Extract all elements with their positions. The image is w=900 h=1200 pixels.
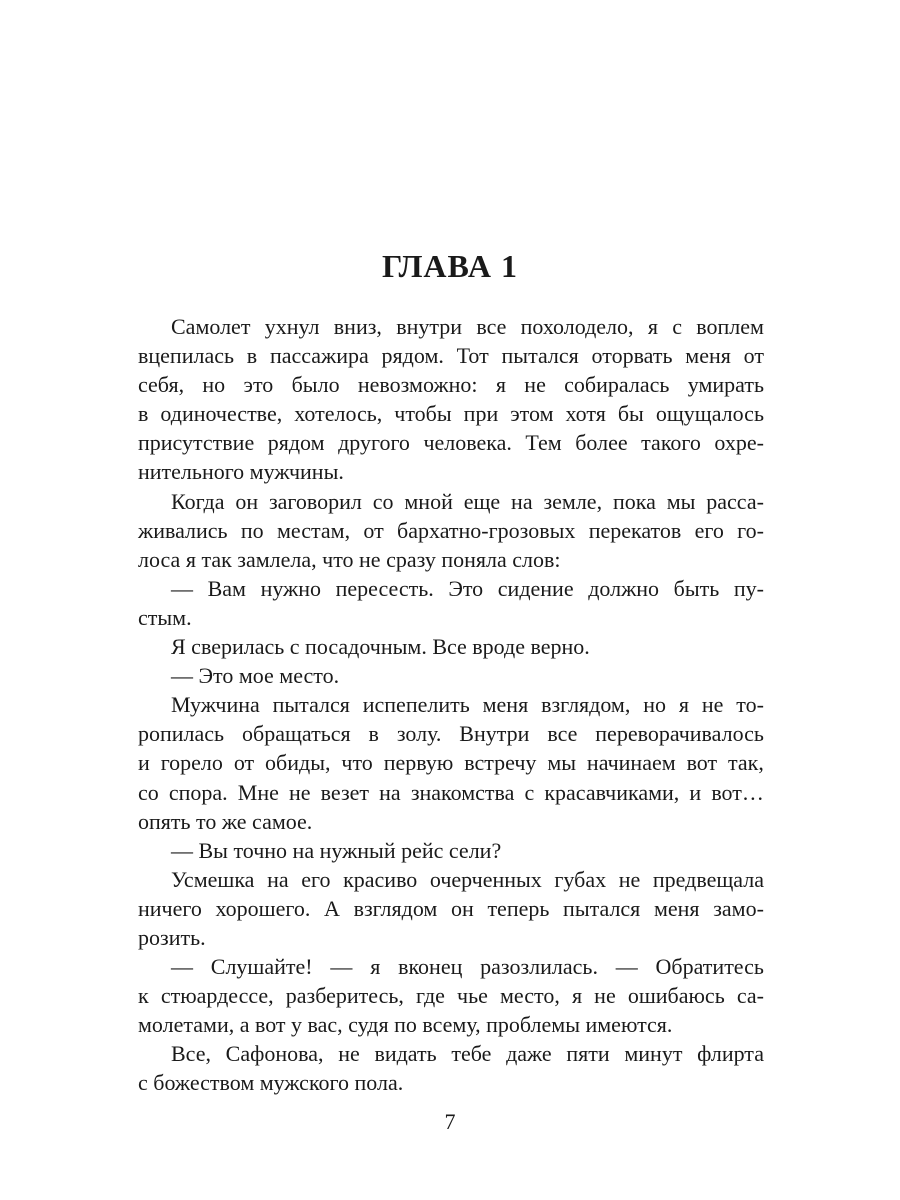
text-line: и горело от обиды, что первую встречу мы начинаем вот так, [138,750,764,776]
text-line: нительного мужчины. [138,459,344,485]
text-line: к стюардессе, разберитесь, где чье место, я не ошибаюсь са- [138,983,764,1009]
text-line: розить. [138,924,206,950]
text-line: — Слушайте! — я вконец разозлилась. — Обратитесь [171,954,764,980]
text-line: Я сверилась с посадочным. Все вроде верно. [171,634,590,660]
text-line: стым. [138,604,192,630]
chapter-body [138,312,764,1098]
text-line: — Вы точно на нужный рейс сели? [171,837,502,863]
text-line: с божеством мужского пола. [138,1070,404,1096]
text-line: ропилась обращаться в золу. Внутри все переворачивалось [138,721,764,747]
text-line: Когда он заговорил со мной еще на земле, пока мы расса- [171,488,764,514]
text-line: — Вам нужно пересесть. Это сидение должно быть пу- [171,575,764,601]
text-line: опять то же самое. [138,808,313,834]
text-line: Все, Сафонова, не видать тебе даже пяти минут флирта [171,1041,764,1067]
text-line: Усмешка на его красиво очерченных губах не предвещала [171,866,764,892]
text-line: ничего хорошего. А взглядом он теперь пытался меня замо- [138,895,764,921]
chapter-title: ГЛАВА 1 [382,248,518,284]
text-line: в одиночестве, хотелось, чтобы при этом хотя бы ощущалось [138,401,764,427]
text-line: живались по местам, от бархатно-грозовых перекатов его го- [138,517,764,543]
text-line: себя, но это было невозможно: я не собиралась умирать [138,372,764,398]
text-line: со спора. Мне не везет на знакомства с красавчиками, и вот… [138,779,764,805]
text-line: лоса я так замлела, что не сразу поняла слов: [138,546,561,572]
text-line: присутствие рядом другого человека. Тем более такого охре- [138,430,764,456]
text-line: вцепилась в пассажира рядом. Тот пытался оторвать меня от [138,343,764,369]
text-line: Самолет ухнул вниз, внутри все похолодело, я с воплем [171,314,764,339]
text-line: — Это мое место. [171,663,340,689]
page-number: 7 [444,1109,456,1134]
text-line: Мужчина пытался испепелить меня взглядом, но я не то- [171,692,764,718]
text-line: молетами, а вот у вас, судя по всему, проблемы имеются. [138,1012,673,1038]
